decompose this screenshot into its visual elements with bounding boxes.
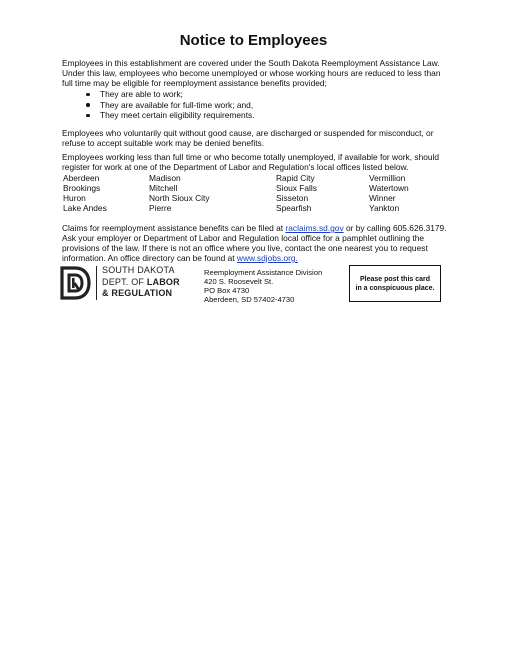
office-name: Lake Andes xyxy=(63,203,107,213)
bullet-icon xyxy=(86,114,90,118)
denial-paragraph: Employees who voluntarily quit without good cause, are discharged or suspended for misconduct, or refuse to accept suitable work may be denied benefits. xyxy=(62,128,434,148)
office-name: Sisseton xyxy=(276,193,309,203)
dlr-logo-mark-icon xyxy=(60,265,92,301)
logo-divider xyxy=(96,266,97,300)
logo-line xyxy=(102,288,180,300)
office-name: Brookings xyxy=(63,183,101,193)
mailing-address xyxy=(204,268,322,304)
office-column xyxy=(63,173,107,213)
address-line: Aberdeen, SD 57402-4730 xyxy=(204,295,295,304)
list-item xyxy=(84,110,255,121)
office-name: Rapid City xyxy=(276,173,315,183)
address-line: Reemployment Assistance Division xyxy=(204,268,323,277)
dlr-logo xyxy=(60,265,186,303)
bullet-icon xyxy=(86,93,90,97)
office-name: Winner xyxy=(369,193,396,203)
list-item xyxy=(84,100,255,111)
post-notice-line: in a conspicuous place. xyxy=(355,284,435,292)
office-name: Yankton xyxy=(369,203,400,213)
bullet-icon xyxy=(86,103,90,107)
office-column xyxy=(276,173,317,213)
address-line: 420 S. Roosevelt St. xyxy=(204,277,274,286)
page-title: Notice to Employees xyxy=(179,32,328,49)
office-name: Sioux Falls xyxy=(276,183,317,193)
office-name: Huron xyxy=(63,193,86,203)
list-item-text: They are available for full-time work; and, xyxy=(100,99,254,110)
office-name: North Sioux City xyxy=(149,193,210,203)
office-name: Madison xyxy=(149,173,181,183)
raclaims-link[interactable]: raclaims.sd.gov xyxy=(285,223,344,233)
logo-line-part: DEPT. OF xyxy=(102,276,147,287)
intro-paragraph: Employees in this establishment are covered under the South Dakota Reemployment Assistance Law. Under this law, employees who become unemployed or whose working hours are reduced to less than full time may be eligible for reemployment assistance benefits provided; xyxy=(62,58,441,88)
sdjobs-link[interactable]: www.sdjobs.org. xyxy=(236,253,298,263)
logo-line xyxy=(102,277,180,289)
logo-line: SOUTH DAKOTA xyxy=(102,265,175,275)
claims-text: Claims for reemployment assistance benefits can be filed at xyxy=(62,223,286,233)
list-item-text: They meet certain eligibility requirements. xyxy=(100,110,255,120)
office-name: Watertown xyxy=(369,183,409,193)
office-name: Spearfish xyxy=(276,203,312,213)
list-item xyxy=(84,89,255,100)
eligibility-list xyxy=(84,89,255,121)
office-name: Pierre xyxy=(149,203,172,213)
post-notice-box xyxy=(349,265,441,302)
address-line: PO Box 4730 xyxy=(204,286,250,295)
logo-line-bold: LABOR xyxy=(146,276,180,287)
claims-paragraph xyxy=(62,223,452,263)
post-notice-line: Please post this card xyxy=(359,275,431,283)
office-name: Aberdeen xyxy=(63,173,100,183)
register-paragraph: Employees working less than full time or who become totally unemployed, if available for work, should register for work at one of the Department of Labor and Regulation's local offices listed below. xyxy=(62,152,440,172)
office-name: Vermillion xyxy=(369,173,406,183)
logo-line-bold: & REGULATION xyxy=(102,288,173,298)
office-column xyxy=(149,173,210,213)
claims-text: or by calling 605.626.3179. Ask your employer or Department of Labor and Regulation local office for a pamphlet outlining the provisions of the law. If there is not an office where you live, contact the one nearest you to request information. An office directory can be found at xyxy=(62,223,447,263)
office-column xyxy=(369,173,409,213)
list-item-text: They are able to work; xyxy=(100,89,183,99)
office-name: Mitchell xyxy=(149,183,178,193)
logo-text xyxy=(102,265,180,300)
